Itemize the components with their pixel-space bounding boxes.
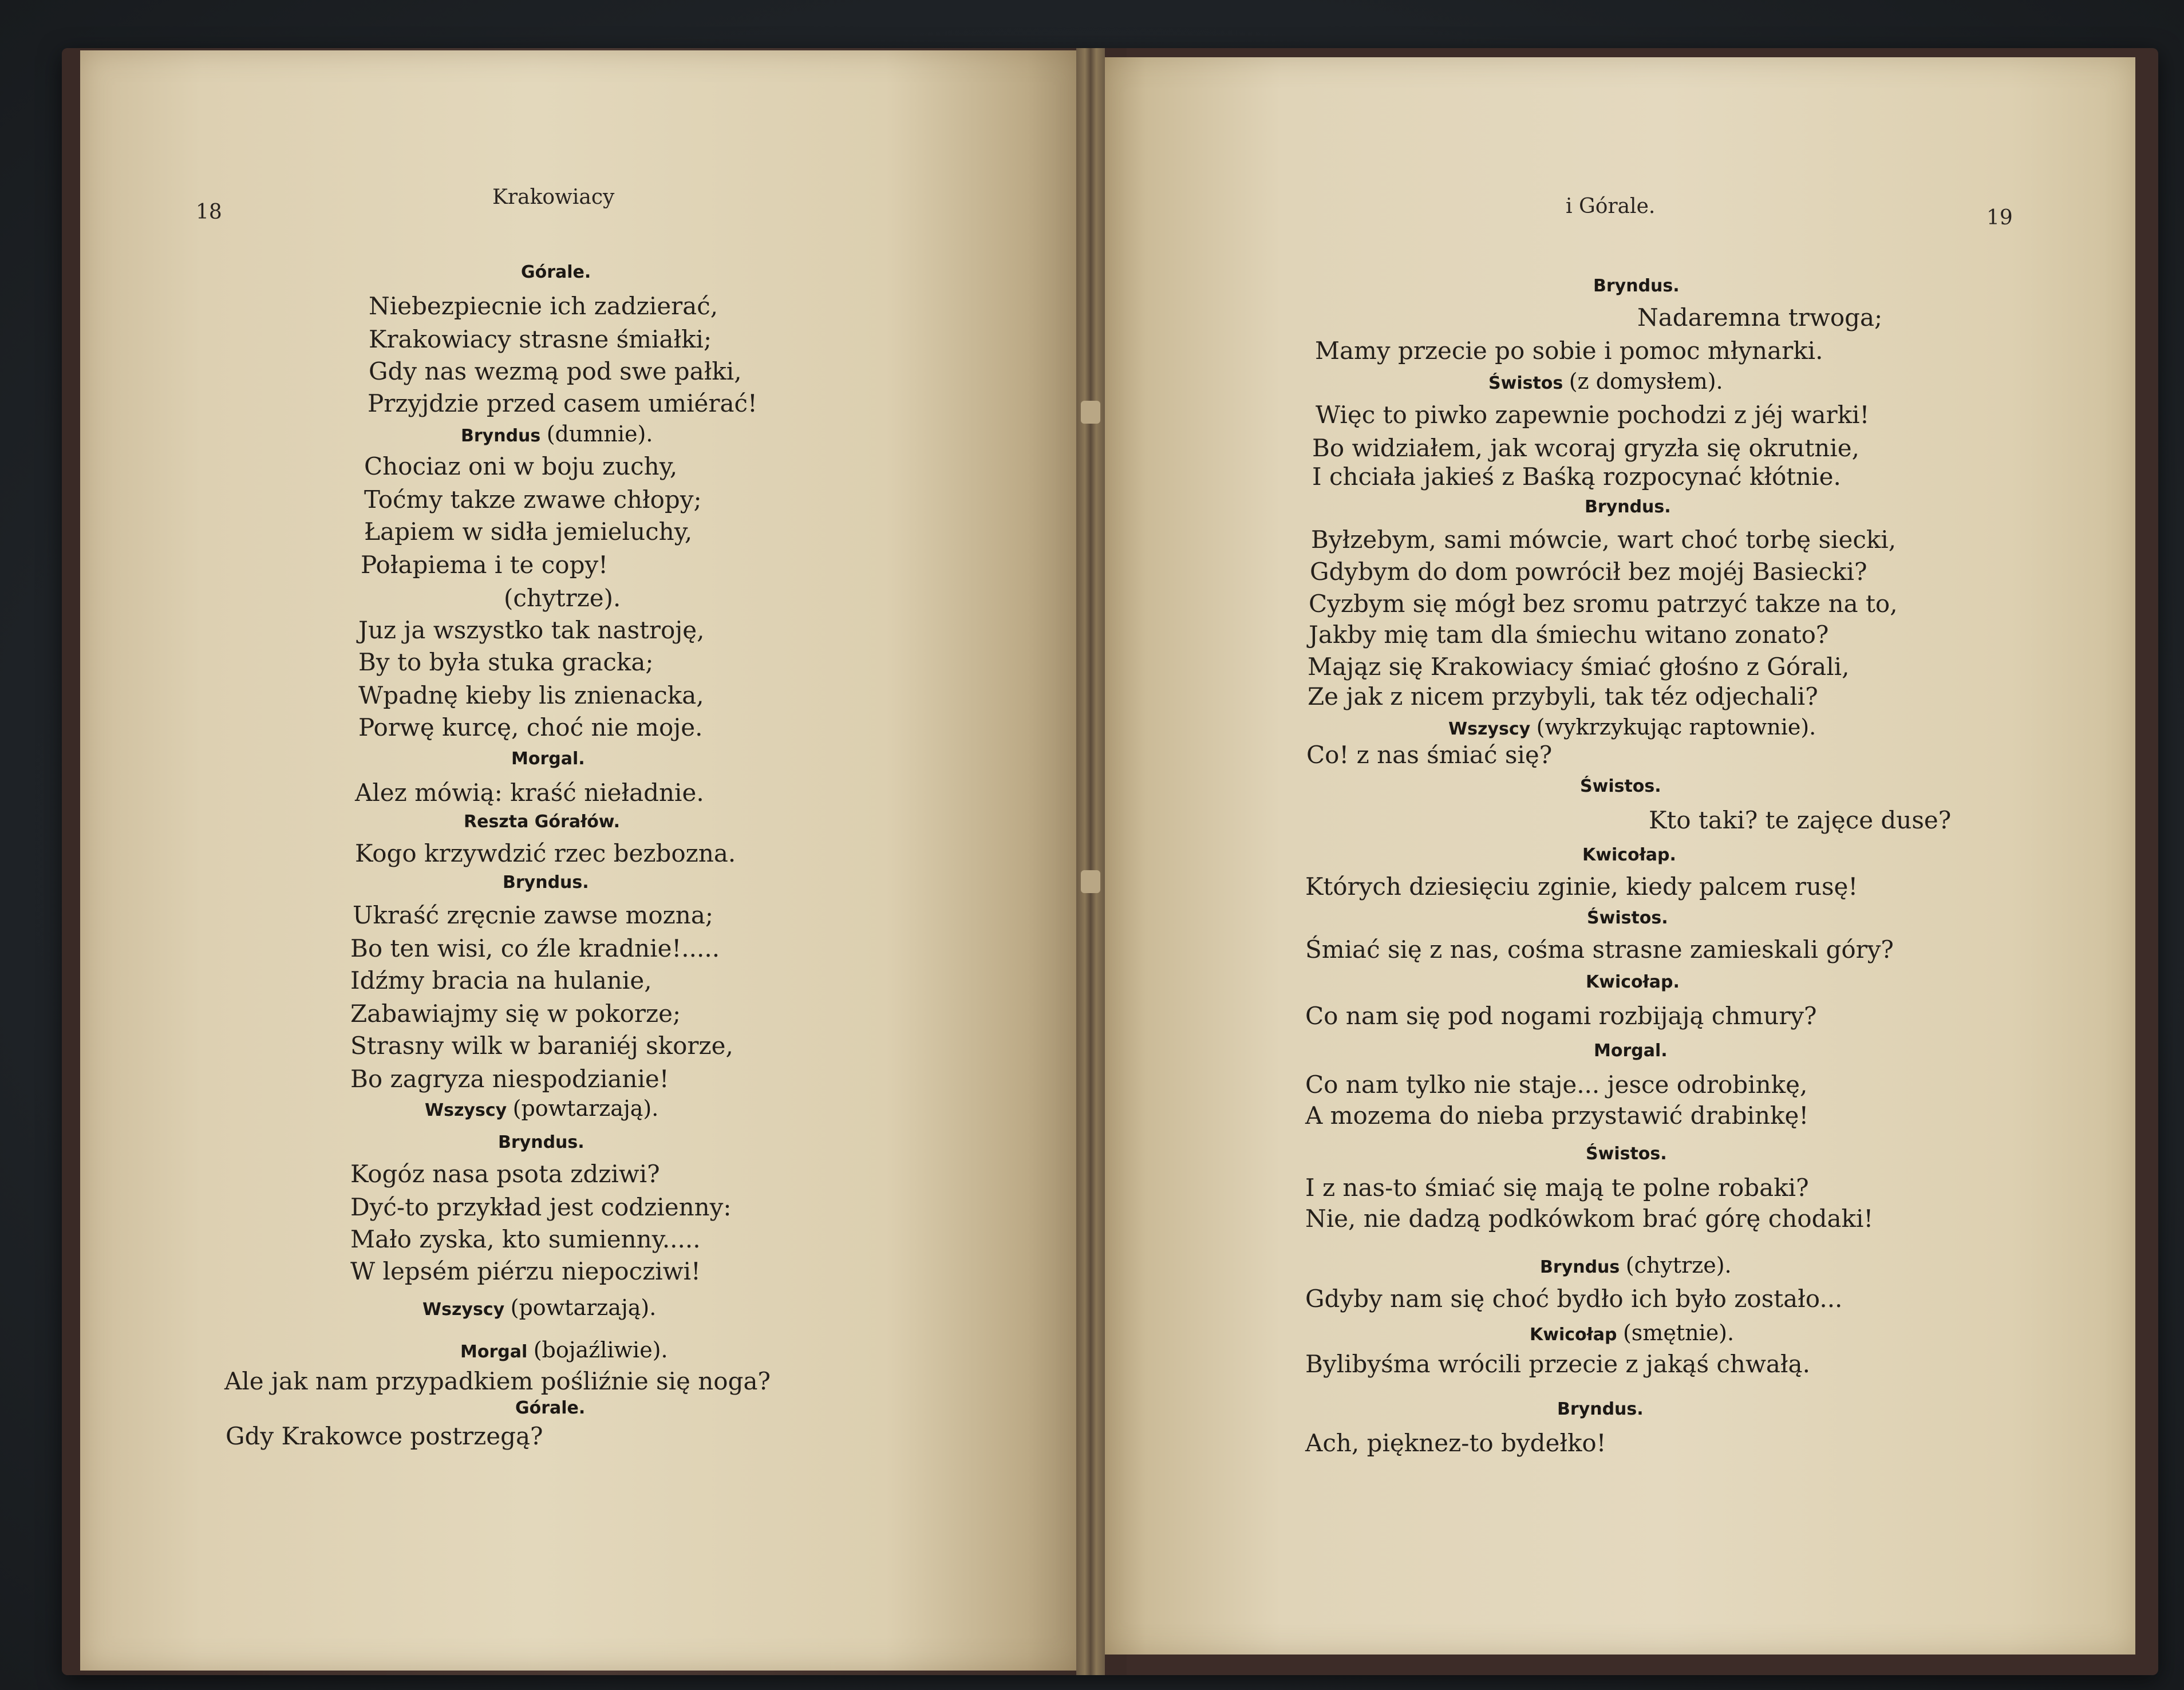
speaker-label: Świstos. bbox=[1587, 908, 1668, 928]
verse-line: Kogo krzywdzić rzec bezbozna. bbox=[355, 839, 736, 867]
verse-line: Cyzbym się mógł bez sromu patrzyć takze na to, bbox=[1309, 590, 1898, 618]
verse-line: Strasny wilk w baraniéj skorze, bbox=[350, 1032, 733, 1060]
speaker-label: Bryndus. bbox=[498, 1132, 584, 1152]
verse-line: Wpadnę kieby lis znienacka, bbox=[358, 681, 704, 709]
stage-direction: (wykrzykując raptownie). bbox=[1536, 714, 1816, 740]
speaker-label: Bryndus bbox=[461, 426, 541, 446]
speaker-name bbox=[1587, 907, 1668, 930]
stage-direction: (chytrze). bbox=[1625, 1253, 1732, 1278]
speaker-label: Świstos bbox=[1488, 373, 1563, 393]
verse-line: Kto taki? te zajęce duse? bbox=[1649, 806, 1952, 834]
speaker-name bbox=[460, 1338, 668, 1364]
verse-line: Mająz się Krakowiacy śmiać głośno z Górali, bbox=[1308, 653, 1850, 681]
stage-direction: (bojaźliwie). bbox=[533, 1337, 668, 1363]
verse-line: Co! z nas śmiać się? bbox=[1306, 741, 1553, 769]
speaker-name bbox=[498, 1131, 584, 1154]
stage-direction: (powtarzają). bbox=[510, 1295, 657, 1320]
speaker-label: Bryndus. bbox=[1585, 497, 1671, 517]
verse-line: Mamy przecie po sobie i pomoc młynarki. bbox=[1315, 337, 1823, 365]
book-spine bbox=[1076, 48, 1105, 1675]
verse-line: Jakby mię tam dla śmiechu witano zonato? bbox=[1309, 621, 1829, 649]
verse-line: Gdy Krakowce postrzegą? bbox=[226, 1422, 543, 1450]
verse-line: Zabawiajmy się w pokorze; bbox=[350, 1000, 681, 1028]
speaker-label: Wszyscy bbox=[425, 1100, 507, 1120]
verse-line: Dyć-to przykład jest codzienny: bbox=[350, 1193, 732, 1221]
speaker-name bbox=[1448, 716, 1816, 741]
verse-line: (chytrze). bbox=[504, 584, 621, 612]
speaker-name bbox=[503, 871, 589, 894]
verse-line: Nie, nie dadzą podkówkom brać górę chodaki! bbox=[1305, 1205, 1874, 1233]
speaker-label: Morgal bbox=[460, 1342, 528, 1362]
verse-line: Bylibyśma wrócili przecie z jakąś chwałą. bbox=[1305, 1350, 1810, 1378]
speaker-label: Bryndus bbox=[1540, 1257, 1620, 1277]
speaker-name bbox=[1594, 1040, 1668, 1063]
verse-line: Idźmy bracia na hulanie, bbox=[350, 966, 652, 994]
verse-line: Co nam tylko nie staje... jesce odrobinkę, bbox=[1305, 1071, 1808, 1099]
speaker-name bbox=[1593, 275, 1680, 298]
verse-line: Gdybym do dom powrócił bez mojéj Basiecki? bbox=[1310, 558, 1867, 586]
stage-direction: (smętnie). bbox=[1622, 1320, 1735, 1345]
verse-line: Gdy nas wezmą pod swe pałki, bbox=[369, 357, 742, 385]
speaker-label: Górale. bbox=[521, 262, 591, 282]
verse-line: Byłzebym, sami mówcie, wart choć torbę siecki, bbox=[1311, 526, 1897, 554]
verse-line: Krakowiacy strasne śmiałki; bbox=[369, 325, 712, 353]
verse-line: Bo ten wisi, co źle kradnie!..... bbox=[350, 934, 720, 962]
verse-line: Nadaremna trwoga; bbox=[1637, 303, 1883, 331]
speaker-name bbox=[511, 748, 585, 771]
speaker-label: Świstos. bbox=[1586, 1144, 1667, 1164]
speaker-name bbox=[1530, 1321, 1734, 1347]
left-page-number: 18 bbox=[196, 200, 222, 224]
speaker-label: Wszyscy bbox=[422, 1300, 505, 1320]
right-page-number: 19 bbox=[1986, 206, 2013, 230]
verse-line: Alez mówią: kraść nieładnie. bbox=[355, 779, 704, 807]
verse-line: Co nam się pod nogami rozbijają chmury? bbox=[1305, 1002, 1817, 1030]
speaker-name bbox=[425, 1097, 658, 1122]
verse-line: Bo widziałem, jak wcoraj gryzła się okrutnie, bbox=[1312, 434, 1859, 462]
speaker-label: Kwicołap. bbox=[1586, 972, 1680, 992]
verse-line: Połapiema i te copy! bbox=[361, 551, 609, 579]
verse-line: Chociaz oni w boju zuchy, bbox=[364, 452, 678, 480]
verse-line: Niebezpiecnie ich zadzierać, bbox=[369, 292, 718, 320]
verse-line: Ukraść zręcnie zawse mozna; bbox=[353, 901, 714, 929]
speaker-label: Kwicołap bbox=[1530, 1325, 1617, 1345]
verse-line: Przyjdzie przed casem umiérać! bbox=[368, 389, 757, 417]
verse-line: Ze jak z nicem przybyli, tak téz odjechali? bbox=[1308, 682, 1818, 710]
stage-direction: (dumnie). bbox=[546, 421, 653, 447]
binding-stitch bbox=[1081, 401, 1100, 424]
speaker-name bbox=[1586, 1143, 1667, 1166]
verse-line: Ale jak nam przypadkiem pośliźnie się noga? bbox=[224, 1367, 771, 1395]
speaker-name bbox=[1586, 971, 1680, 994]
speaker-name bbox=[1580, 775, 1661, 798]
speaker-name bbox=[1585, 496, 1671, 519]
verse-line: Ach, pięknez-to bydełko! bbox=[1305, 1429, 1606, 1457]
verse-line: A mozema do nieba przystawić drabinkę! bbox=[1305, 1101, 1809, 1130]
verse-line: Bo zagryza niespodzianie! bbox=[350, 1065, 669, 1093]
verse-line: Łapiem w sidła jemieluchy, bbox=[364, 518, 693, 546]
speaker-name bbox=[464, 811, 620, 834]
speaker-label: Reszta Górałów. bbox=[464, 812, 621, 832]
speaker-label: Bryndus. bbox=[503, 872, 589, 893]
speaker-name bbox=[1557, 1398, 1644, 1421]
verse-line: I chciała jakieś z Baśką rozpocynać kłótnie. bbox=[1312, 463, 1841, 491]
verse-line: W lepsém piérzu niepocziwi! bbox=[350, 1257, 701, 1285]
speaker-name bbox=[515, 1397, 585, 1420]
speaker-label: Bryndus. bbox=[1593, 276, 1680, 296]
speaker-label: Wszyscy bbox=[1448, 719, 1531, 739]
verse-line: Więc to piwko zapewnie pochodzi z jéj warki! bbox=[1316, 401, 1870, 429]
verse-line: Juz ja wszystko tak nastroję, bbox=[358, 616, 705, 644]
verse-line: Mało zyska, kto sumienny..... bbox=[350, 1225, 701, 1253]
verse-line: Kogóz nasa psota zdziwi? bbox=[350, 1160, 660, 1188]
stage-direction: (powtarzają). bbox=[512, 1096, 659, 1121]
verse-line: Gdyby nam się choć bydło ich było zostało... bbox=[1305, 1285, 1843, 1313]
speaker-label: Morgal. bbox=[1594, 1041, 1668, 1061]
speaker-name bbox=[422, 1296, 656, 1321]
binding-stitch bbox=[1081, 870, 1100, 893]
speaker-label: Bryndus. bbox=[1557, 1399, 1644, 1419]
verse-line: Których dziesięciu zginie, kiedy palcem rusę! bbox=[1305, 872, 1858, 901]
right-running-title: i Górale. bbox=[1566, 195, 1656, 218]
verse-line: Śmiać się z nas, cośma strasne zamieskali góry? bbox=[1305, 935, 1894, 964]
verse-line: Porwę kurcę, choć nie moje. bbox=[358, 713, 703, 741]
speaker-name bbox=[461, 422, 653, 448]
speaker-label: Świstos. bbox=[1580, 776, 1661, 796]
left-running-title: Krakowiacy bbox=[492, 185, 615, 209]
stage-direction: (z domysłem). bbox=[1569, 369, 1723, 394]
speaker-name bbox=[1582, 844, 1676, 867]
verse-line: By to była stuka gracka; bbox=[358, 648, 654, 676]
speaker-label: Kwicołap. bbox=[1582, 845, 1676, 865]
speaker-label: Morgal. bbox=[511, 749, 585, 769]
speaker-name bbox=[521, 261, 591, 284]
verse-line: Toćmy takze zwawe chłopy; bbox=[364, 485, 702, 514]
speaker-name bbox=[1488, 370, 1723, 395]
speaker-label: Górale. bbox=[515, 1398, 586, 1418]
speaker-name bbox=[1540, 1254, 1732, 1279]
verse-line: I z nas-to śmiać się mają te polne robaki? bbox=[1305, 1174, 1809, 1202]
